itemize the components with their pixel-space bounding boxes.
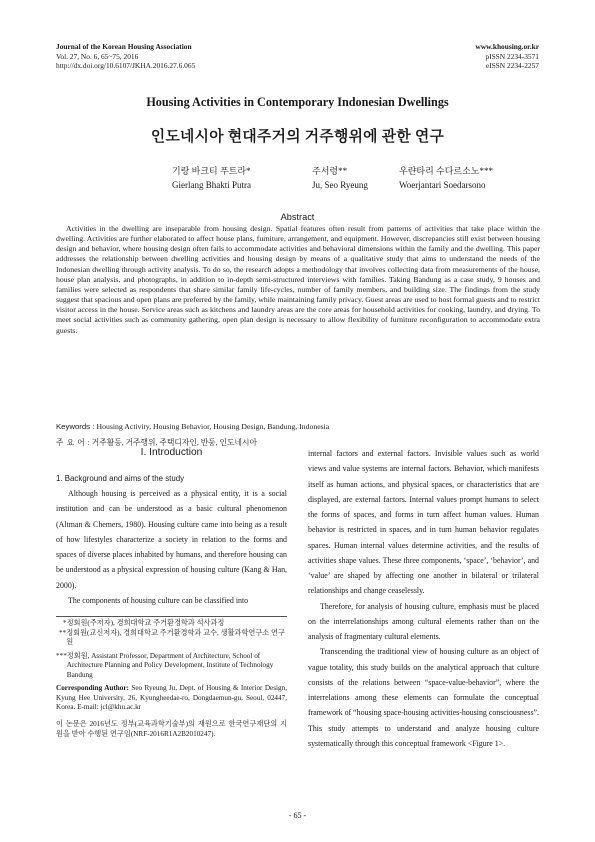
subsection-heading: 1. Background and aims of the study (56, 474, 185, 483)
funding-note: 이 논문은 2016년도 정부(교육과학기술부)의 재원으로 한국연구재단의 지원을 받아 수행된 연구임(NRF-2016R1A2B2010247). (56, 720, 287, 738)
journal-eissn: eISSN 2234-2257 (485, 61, 539, 71)
corresponding-author (56, 684, 287, 713)
footnote-mark: * (63, 619, 67, 627)
abstract-text: Activities in the dwelling are inseparable from housing design. Spatial features often result from patterns of activities that take place within the dwelling. Activities are further elaborated to affect house plans, furniture, arrangement, and equipment. However, discrepancies still exist between housing design and behavior, where housing design often fails to accommodate activities and behavioral dimensions within the family and the dwelling. This paper addresses the relationship between dwelling activities and housing design by means of a qualitative study that aims to understand the needs of the Indonesian dwelling through activity analysis. To do so, the research adopts a methodology that involves collecting data from measurements of the house, house plan analysis, and photographs, in addition to in-depth semi-structured interviews with families. Taking Bandung as a case study, 9 houses and families were selected as respondents that share similar family life-cycles, number of family members, and building size. The findings from the study suggest that spacious and open plans are preferred by the family, while maintaining family privacy. Guest areas are used to host formal guests and to restrict visitor access in the house. Service areas such as kitchens and laundry areas are the core areas for household activities for cooking, laundry, and drying. To meet social activities such as community gathering, open plan design is necessary to allow flexibility of furniture reconfiguration to accommodate extra guests. (56, 224, 540, 335)
title-english: Housing Activities in Contemporary Indonesian Dwellings (146, 95, 449, 109)
page-number: - 65 - (288, 811, 307, 820)
corresponding-author-label: Corresponding Author: (56, 684, 129, 692)
journal-website: www.khousing.or.kr (475, 42, 539, 51)
journal-pissn: pISSN 2234-3571 (485, 51, 539, 61)
keywords-en-label: Keywords (56, 422, 91, 431)
footnote-text: 정회원(교신저자), 경희대학교 주거환경학과 교수, 생활과학연구소 연구원 (66, 628, 285, 647)
keywords-ko-text: 거주활동, 거주행위, 주택디자인, 반둥, 인도네시아 (91, 438, 257, 447)
footnote-divider (56, 616, 287, 617)
footnote-mark: *** (56, 651, 67, 660)
journal-name: Journal of the Korean Housing Association (56, 42, 192, 51)
footnote-mark: ** (59, 628, 67, 637)
paragraph: Therefore, for analysis of housing culture, emphasis must be placed on the interrelationships among cultural elements rather than on the analysis of fragmentary cultural elements. (308, 601, 539, 641)
author-1-ko: 기랑 바크티 푸트라* (172, 166, 251, 176)
author-3-ko: 우랸타리 수다르소노*** (399, 166, 493, 176)
author-2 (312, 165, 368, 192)
footnote (56, 619, 287, 629)
footnote-text: 정회원(주저자), 경희대학교 주거환경학과 석사과정 (66, 619, 225, 627)
author-2-ko: 주서령** (312, 166, 348, 176)
journal-volume: Vol. 27, No. 6, 65~75, 2016 (56, 51, 139, 61)
footnote-text: 정회원, Assistant Professor, Department of Architecture, School of Architecture Planning and Policy Development, Institute of Technology Bandung (66, 651, 274, 679)
keywords-ko-separator: : (87, 438, 90, 447)
footnotes (56, 619, 287, 681)
journal-doi: http://dx.doi.org/10.6107/JKHA.2016.27.6.065 (56, 61, 196, 71)
footnote (56, 652, 287, 681)
paragraph: Although housing is perceived as a physical entity, it is a social institution and can be understood as a basic cultural phenomenon (Altman & Chemers, 1980). Housing culture came into being as a result of how lifestyles characterize a society in relation to the forms and spaces of diverse places inhabited by humans, and therefore housing can be understood as a physical expression of housing culture (Kang & Han, 2000). (56, 489, 287, 590)
abstract-heading: Abstract (280, 212, 315, 222)
keywords-en (56, 422, 540, 431)
author-1-en: Gierlang Bhakti Putra (172, 179, 251, 190)
author-3-en: Woerjantari Soedarsono (399, 179, 486, 190)
title-korean: 인도네시아 현대주거의 거주행위에 관한 연구 (150, 129, 445, 145)
section-heading: I. Introduction (140, 447, 203, 458)
keywords-en-text: Housing Activity, Housing Behavior, Housing Design, Bandung, Indonesia (96, 422, 330, 431)
author-3 (399, 165, 493, 192)
journal-ids (475, 42, 539, 71)
right-column-body (308, 446, 539, 751)
keywords-ko-label: 주 요 어 (56, 438, 86, 447)
paragraph: Transcending the traditional view of housing culture as an object of vague totality, this study builds on the analytical approach that culture consists of the relations between “space-value-behavior”, where the interrelations among these elements can formulate the conceptual framework of “housing space-housing activities-housing consciousness”. This study attempts to understand and analyze housing culture systematically through this conceptual framework <Figure 1>. (308, 647, 539, 748)
paragraph: internal factors and external factors. Invisible values such as world views and value systems are internal factors. Behavior, which manifests itself as human actions, and physical spaces, or characteristics that are displayed, are external factors. Internal values prompt humans to select the forms of spaces, and forms in turn affect human values. Human behavior is restricted in spaces, and in turn human behavior regulates spaces. Human internal values determine activities, and the results of activities shape values. These three components, ‘space’, ‘behavior’, and ‘value’ are shaped by affecting one another in bilateral or trilateral relationships and change ceaselessly. (308, 449, 539, 596)
paragraph: The components of housing culture can be classified into (68, 595, 249, 605)
keywords-en-separator: : (92, 422, 95, 431)
left-column-body (56, 486, 287, 608)
footnote (56, 629, 287, 648)
author-2-en: Ju, Seo Ryeung (312, 179, 368, 190)
journal-info (56, 42, 195, 71)
author-1 (172, 165, 251, 192)
corresponding-author-text: Seo Ryeung Ju, Dept. of Housing & Interior Design, Kyung Hee University, 26, Kyungheedae-ro, Dongdaemun-gu, Seoul, 02447, Korea. E-mail: jcl@khu.ac.kr (56, 684, 287, 712)
